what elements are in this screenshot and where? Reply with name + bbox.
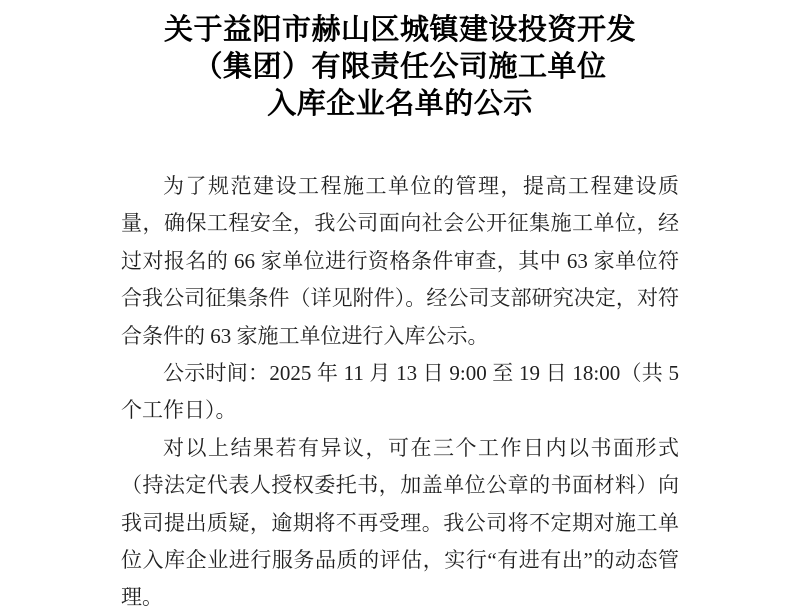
- document-title-line-3: 入库企业名单的公示: [267, 86, 533, 120]
- paragraph-objection-and-management: 对以上结果若有异议，可在三个工作日内以书面形式（持法定代表人授权委托书，加盖单位公章的书面材料）向我司提出质疑，逾期将不再受理。我公司将不定期对施工单位入库企业进行服务品质的评估，实行“有进有出”的动态管理。: [121, 435, 679, 610]
- document-title: [0, 11, 800, 122]
- document-body: [121, 168, 679, 616]
- document-title-line-2: （集团）有限责任公司施工单位: [193, 49, 607, 83]
- document-title-line-1: 关于益阳市赫山区城镇建设投资开发: [163, 12, 636, 46]
- paragraph-publicity-period: 公示时间：2025 年 11 月 13 日 9:00 至 19 日 18:00（共 5 个工作日）。: [121, 361, 679, 423]
- paragraph-intro: 为了规范建设工程施工单位的管理，提高工程建设质量，确保工程安全，我公司面向社会公开征集施工单位，经过对报名的 66 家单位进行资格条件审查，其中 63 家单位符合我公司征集条件（详见附件）。经公司支部研究决定，对符合条件的 63 家施工单位进行入库公示。: [121, 174, 679, 348]
